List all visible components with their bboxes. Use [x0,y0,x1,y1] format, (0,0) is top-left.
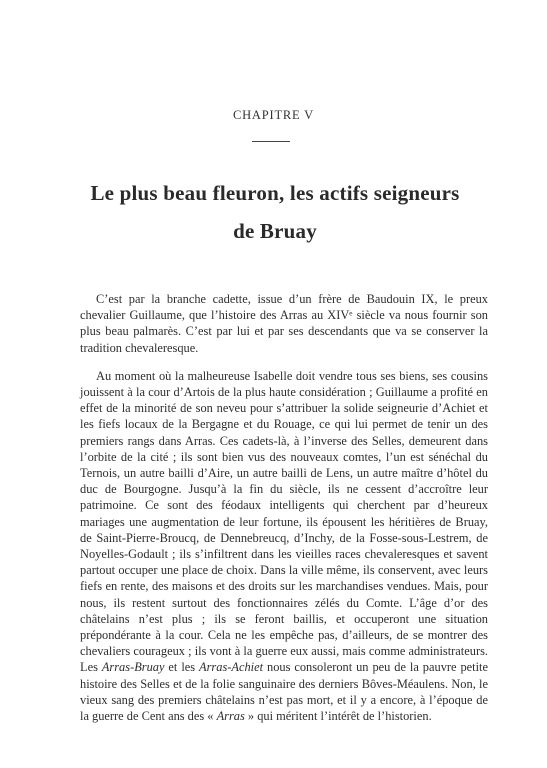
paragraph-2-text-d: » qui méritent l’intérêt de l’historien. [244,709,432,724]
heading-divider [252,141,290,142]
paragraph-2-text-a: Au moment où la malheureuse Isabelle doit vendre tous ses biens, ses cousins jouissent à la cour d’Artois de la plus haute considération ; Guillaume a profité en effet de la minorité de son neveu pour s’attribuer la solide seigneurie d’Achiet et les fiefs locaux de la Bergagne et du Rouage, ce qui lui permet de tenir un des premiers rangs dans Arras. Ces cadets-là, à l’inverse des Selles, demeurent dans l’orbite de la cité ; ils sont bien vus des nouveaux comtes, l’un est sénéchal du Ternois, un autre bailli d’Aire, un autre bailli de Lens, un autre maître d’hôtel du duc de Bourgogne. Jusqu’à la fin du siècle, ils ne cessent d’accroître leur patrimoine. Ce sont des féodaux intelligents qui cherchent par d’heureux mariages une augmentation de leur fortune, ils épousent les héritières de Bruay, de Saint-Pierre-Broucq, de Dennebreucq, d’Inchy, de la Fosse-sous-Lestrem, de Noyelles-Godault ; ils s’infiltrent dans les vieilles races chevaleresques et savent partout occuper une place de choix. Dans la ville même, ils conservent, avec leurs fiefs en rente, des maisons et des droits sur les marchandises vendues. Mais, pour nous, ils restent surtout des fonctionnaires zélés du Comte. L’âge d’or des châtelains n’est plus ; ils se feront baillis, et occuperont une situation prépondérante à la cour. Cela ne les empêche pas, d’ailleurs, de se montrer des chevaliers courageux ; ils vont à la guerre eux aussi, mais comme administrateurs. Les [80,368,488,675]
paragraph-2-italic-arras: Arras [216,709,245,724]
paragraph-2-italic-arras-bruay: Arras-Bruay [101,660,165,675]
paragraph-1: C’est par la branche cadette, issue d’un frère de Baudouin IX, le preux chevalier Guillaume, que l’histoire des Arras au XIVᵉ siècle va nous fournir son plus beau palmarès. C’est par lui et par ses descendants que va se conserver la tradition chevaleresque. [80,292,488,355]
chapter-title-line-1: Le plus beau fleuron, les actifs seigneurs [90,181,460,205]
paragraph-2-italic-arras-achiet: Arras-Achiet [199,660,264,675]
paragraph-2-text-b: et les [164,660,200,675]
body-text [80,291,488,724]
chapter-title-line-2: de Bruay [233,219,317,243]
chapter-title [40,174,510,250]
chapter-heading: CHAPITRE V [232,108,315,122]
paragraph-2 [80,368,488,724]
paragraph-2-text-c: nous consoleront un peu de la pauvre petite histoire des Selles et de la folie sanguinaire des derniers Bôves-Méaulens. Non, le vieux sang des premiers châtelains n’est pas mort, et il y a encore, à l’époque de la guerre de Cent ans des « [80,660,488,724]
